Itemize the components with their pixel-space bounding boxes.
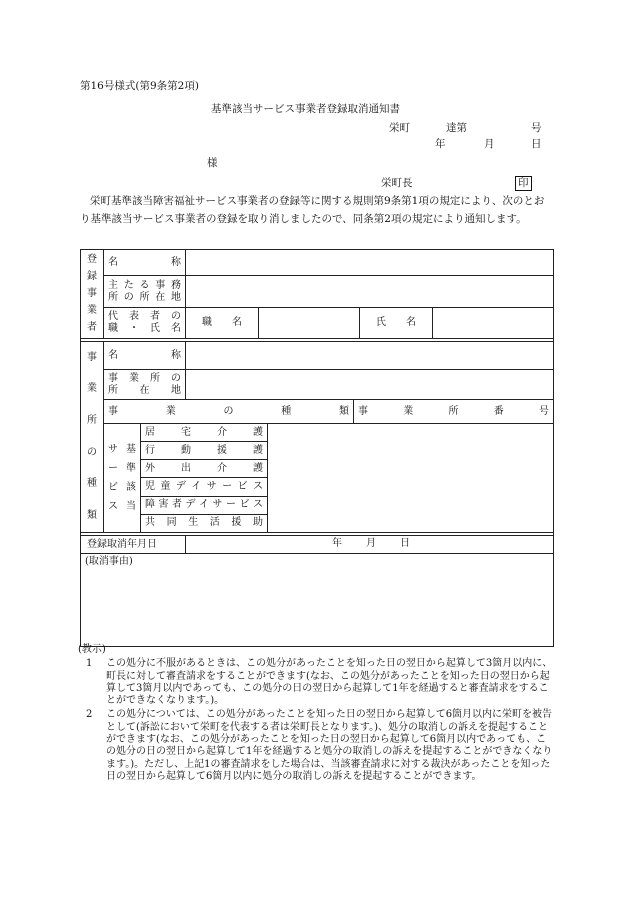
- cancel-reason-field[interactable]: [81, 554, 554, 647]
- name-label: 名 称: [104, 250, 186, 276]
- office-name-label: 名 称: [104, 342, 186, 370]
- seal-mark: 印: [515, 176, 532, 191]
- service-outing-care: 外 出 介 護: [141, 460, 268, 478]
- doc-mark: 達第: [446, 122, 467, 134]
- cancel-date-label: 登録取消年月日: [81, 536, 186, 554]
- office-number-field[interactable]: [268, 424, 554, 533]
- cancel-date-field[interactable]: [186, 536, 554, 554]
- cancel-reason-label: (取消事由): [85, 556, 133, 567]
- doc-office: 栄町: [389, 122, 410, 134]
- office-address-label: 事 業 所 の 所 在 地: [104, 370, 186, 400]
- note-item: 2 この処分については、この処分があったことを知った日の翌日から起算して6箇月以内に栄町を被告として(訴訟において栄町を代表する者は栄町長となります。)、処分の取消しの訴えを提起することができます(なお、この処分があったことを知った日の翌日から起算して6箇月以内であっても、この処分の日の翌日から起算して1年を経過すると処分の取消しの訴えを提起することができなくなります。)。ただし、上記1の審査請求をした場合は、当該審査請求に対する裁決があったことを知った日の翌日から起算して6箇月以内に処分の取消しの訴えを提起することができます。: [86, 709, 553, 782]
- main-office-address-field[interactable]: [186, 276, 554, 308]
- registered-operator-label: 登 録 事 業 者: [81, 250, 104, 339]
- operator-name-field[interactable]: [186, 250, 554, 276]
- instruction-notes: [80, 644, 554, 783]
- service-home-care: 居 宅 介 護: [141, 424, 268, 442]
- representative-row: [186, 308, 554, 339]
- business-type-header: 事 業 の 種 類: [104, 400, 354, 424]
- main-office-address-label: 主 た る 事 務 所 の 所 在 地: [104, 276, 186, 308]
- form-number: 第16号様式(第9条第2項): [80, 80, 199, 92]
- body-paragraph: [80, 192, 554, 228]
- date-year: 年: [435, 138, 446, 150]
- addressee-suffix: 様: [207, 157, 218, 169]
- kijun-service-label: サ ー ビ ス 基 準 該 当: [104, 424, 141, 533]
- service-disabled-day: 障 害 者 デ イ サ ー ビ ス: [141, 496, 268, 514]
- body-text: 栄町基準該当障害福祉サービス事業者の登録等に関する規則第9条第1項の規定により、次のとおり基準該当サービス事業者の登録を取り消しましたので、同条第2項の規定により通知します。: [80, 195, 545, 225]
- office-type-group-label: 事 業 所 の 種 類: [81, 342, 104, 533]
- cancel-day: 日: [400, 538, 410, 549]
- service-group-living: 共 同 生 活 援 助: [141, 514, 268, 532]
- office-number-header: 事 業 所 番 号: [354, 400, 554, 424]
- service-behavior-support: 行 動 援 護: [141, 442, 268, 460]
- office-address-field[interactable]: [186, 370, 554, 400]
- representative-label: 代 表 者 の 職 ・ 氏 名: [104, 308, 186, 339]
- rep-name-label: 氏 名: [360, 308, 433, 338]
- cancel-year: 年: [332, 538, 342, 549]
- cancel-month: 月: [366, 538, 376, 549]
- date-day: 日: [531, 138, 542, 150]
- page-title: 基準該当サービス事業者登録取消通知書: [211, 103, 400, 115]
- office-name-field[interactable]: [186, 342, 554, 370]
- doc-number-suffix: 号: [531, 122, 542, 134]
- rep-title-label: 職 名: [186, 308, 259, 338]
- issuer: 栄町長: [381, 177, 413, 189]
- note-item: 1 この処分に不服があるときは、この処分があったことを知った日の翌日から起算して3箇月以内に、町長に対して審査請求をすることができます(なお、この処分があったことを知った日の翌日から起算して3箇月以内であっても、この処分の日の翌日から起算して1年を経過すると審査請求をすることができなくなります。)。: [86, 658, 553, 707]
- date-month: 月: [484, 138, 495, 150]
- rep-title-field[interactable]: [259, 308, 360, 338]
- service-child-day: 児 童 デ イ サ ー ビ ス: [141, 478, 268, 496]
- registration-form-table: [80, 249, 554, 647]
- rep-name-field[interactable]: [433, 308, 553, 338]
- notes-heading: (教示): [78, 644, 106, 655]
